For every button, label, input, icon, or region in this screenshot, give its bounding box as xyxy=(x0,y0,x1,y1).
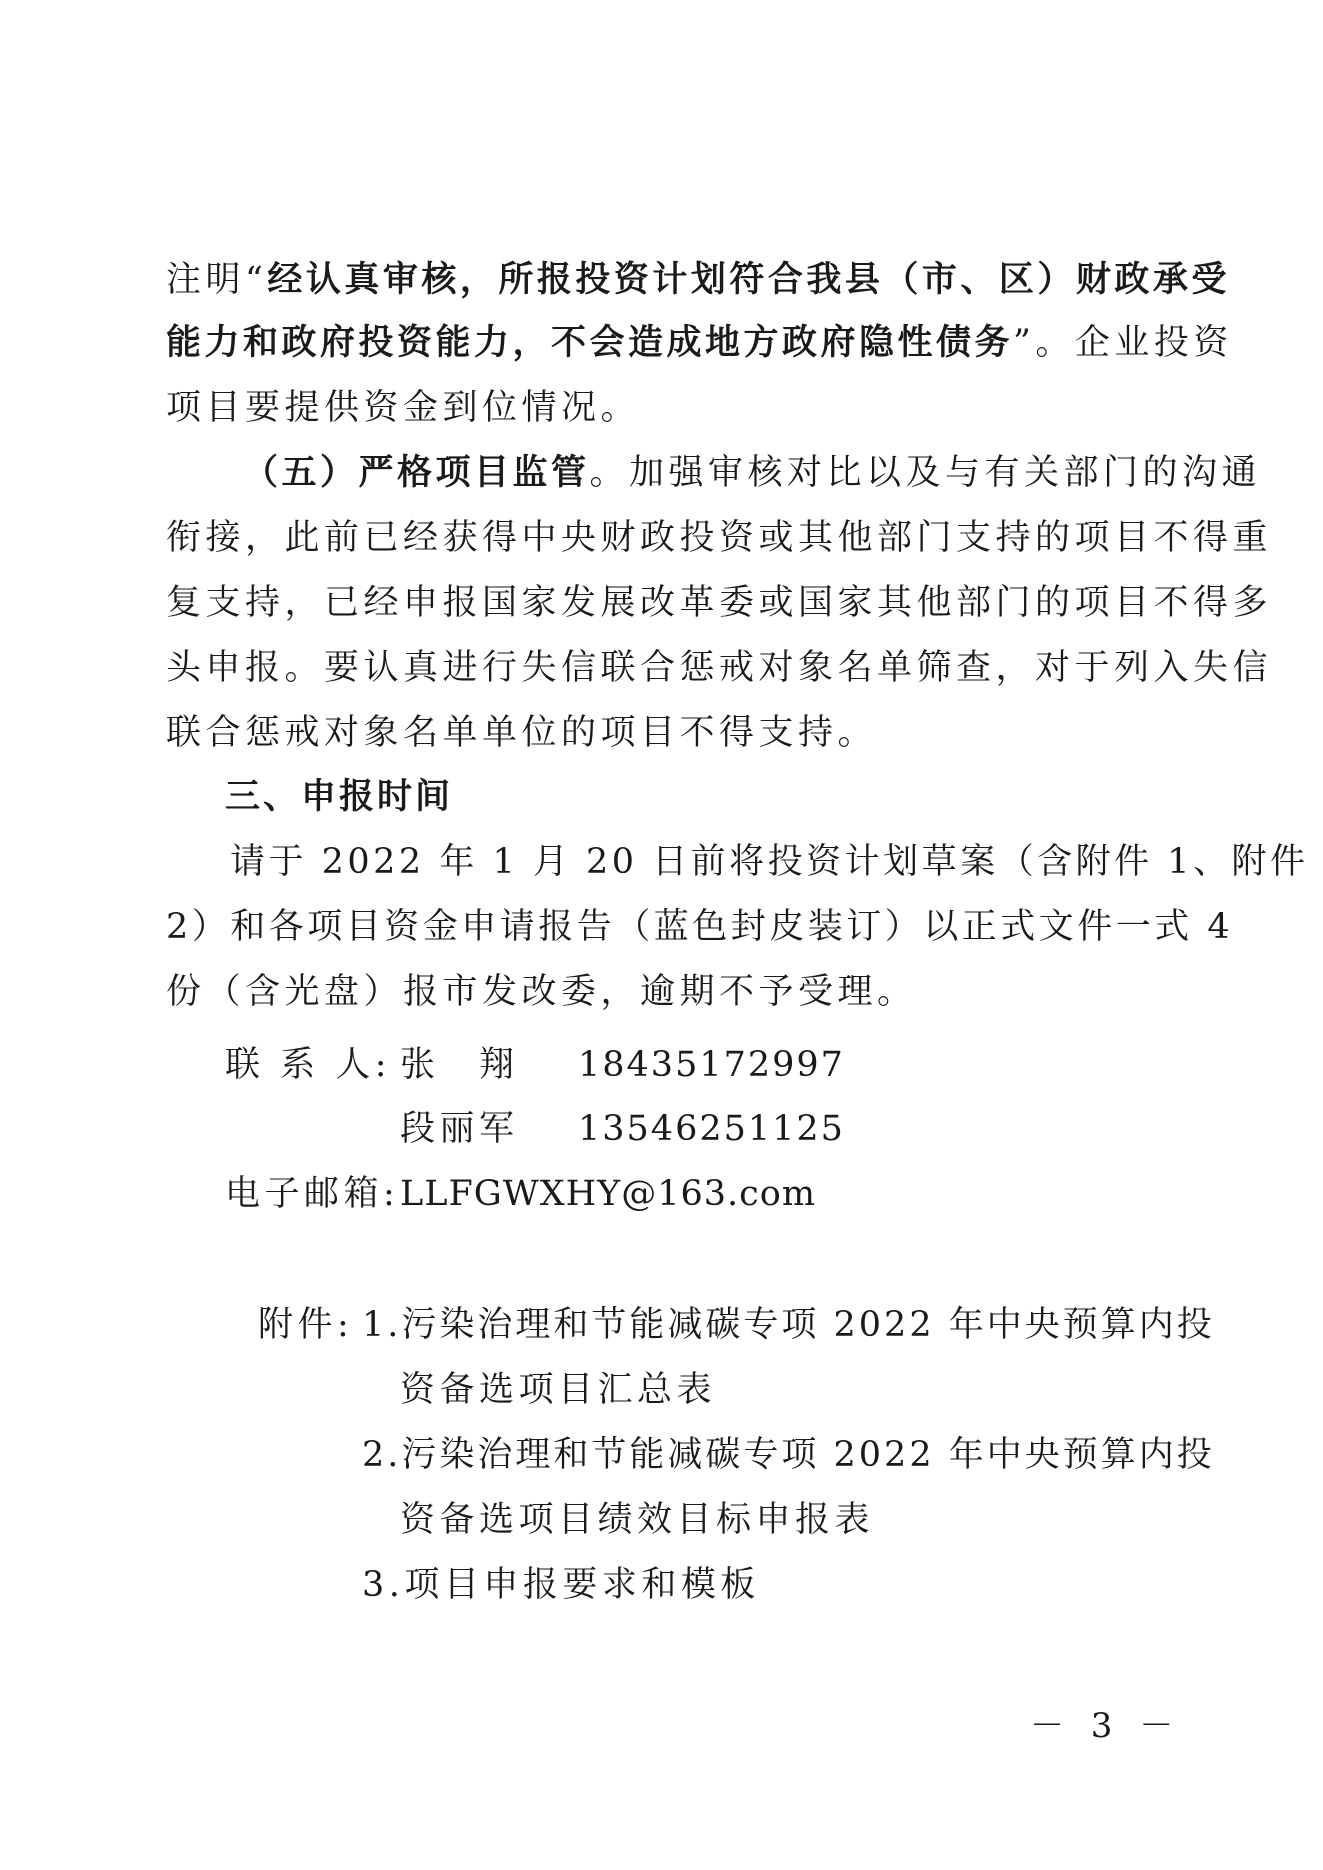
body-line: 2）和各项目资金申请报告（蓝色封皮装订）以正式文件一式 4 xyxy=(166,907,1234,947)
email-label: 电子邮箱: xyxy=(225,1174,400,1214)
body-line: 衔接，此前已经获得中央财政投资或其他部门支持的项目不得重 xyxy=(166,518,1273,558)
body-text: ”。企业投资 xyxy=(1013,323,1233,363)
body-line: 项目要提供资金到位情况。 xyxy=(166,388,641,428)
attachments-label: 附件: xyxy=(258,1305,354,1345)
attachment-item: 2.污染治理和节能减碳专项 2022 年中央预算内投 xyxy=(362,1435,1215,1475)
section-heading: 三、申报时间 xyxy=(225,777,454,817)
body-text: 。加强审核对比以及与有关部门的沟通 xyxy=(589,453,1262,493)
attachment-item: 3.项目申报要求和模板 xyxy=(362,1565,760,1605)
body-text: 注明“ xyxy=(166,260,268,300)
body-line xyxy=(243,451,1261,495)
body-line: 联合惩戒对象名单单位的项目不得支持。 xyxy=(166,713,878,753)
body-line: 复支持，已经申报国家发展改革委或国家其他部门的项目不得多 xyxy=(166,583,1273,623)
contact-name: 段丽军 xyxy=(400,1109,519,1149)
body-line xyxy=(166,321,1233,365)
page-number: － 3 － xyxy=(1030,1706,1182,1746)
contact-label: 联 系 人: xyxy=(225,1045,392,1085)
email-address: LLFGWXHY@163.com xyxy=(400,1174,817,1214)
body-line: 份（含光盘）报市发改委，逾期不予受理。 xyxy=(166,972,917,1012)
contact-phone: 13546251125 xyxy=(578,1109,845,1149)
attachment-item-continued: 资备选项目绩效目标申报表 xyxy=(400,1500,875,1540)
body-line xyxy=(166,258,1230,302)
emphasized-text: 能力和政府投资能力，不会造成地方政府隐性债务 xyxy=(166,323,1014,363)
body-line: 头申报。要认真进行失信联合惩戒对象名单筛查，对于列入失信 xyxy=(166,648,1273,688)
contact-phone: 18435172997 xyxy=(578,1045,845,1085)
subsection-heading: （五）严格项目监管 xyxy=(243,453,590,493)
attachment-item-continued: 资备选项目汇总表 xyxy=(400,1370,717,1410)
emphasized-text: 经认真审核，所报投资计划符合我县（市、区）财政承受 xyxy=(267,260,1230,300)
contact-name: 张 翔 xyxy=(400,1045,519,1085)
body-line: 请于 2022 年 1 月 20 日前将投资计划草案（含附件 1、附件 xyxy=(230,842,1309,882)
attachment-item: 1.污染治理和节能减碳专项 2022 年中央预算内投 xyxy=(362,1305,1215,1345)
